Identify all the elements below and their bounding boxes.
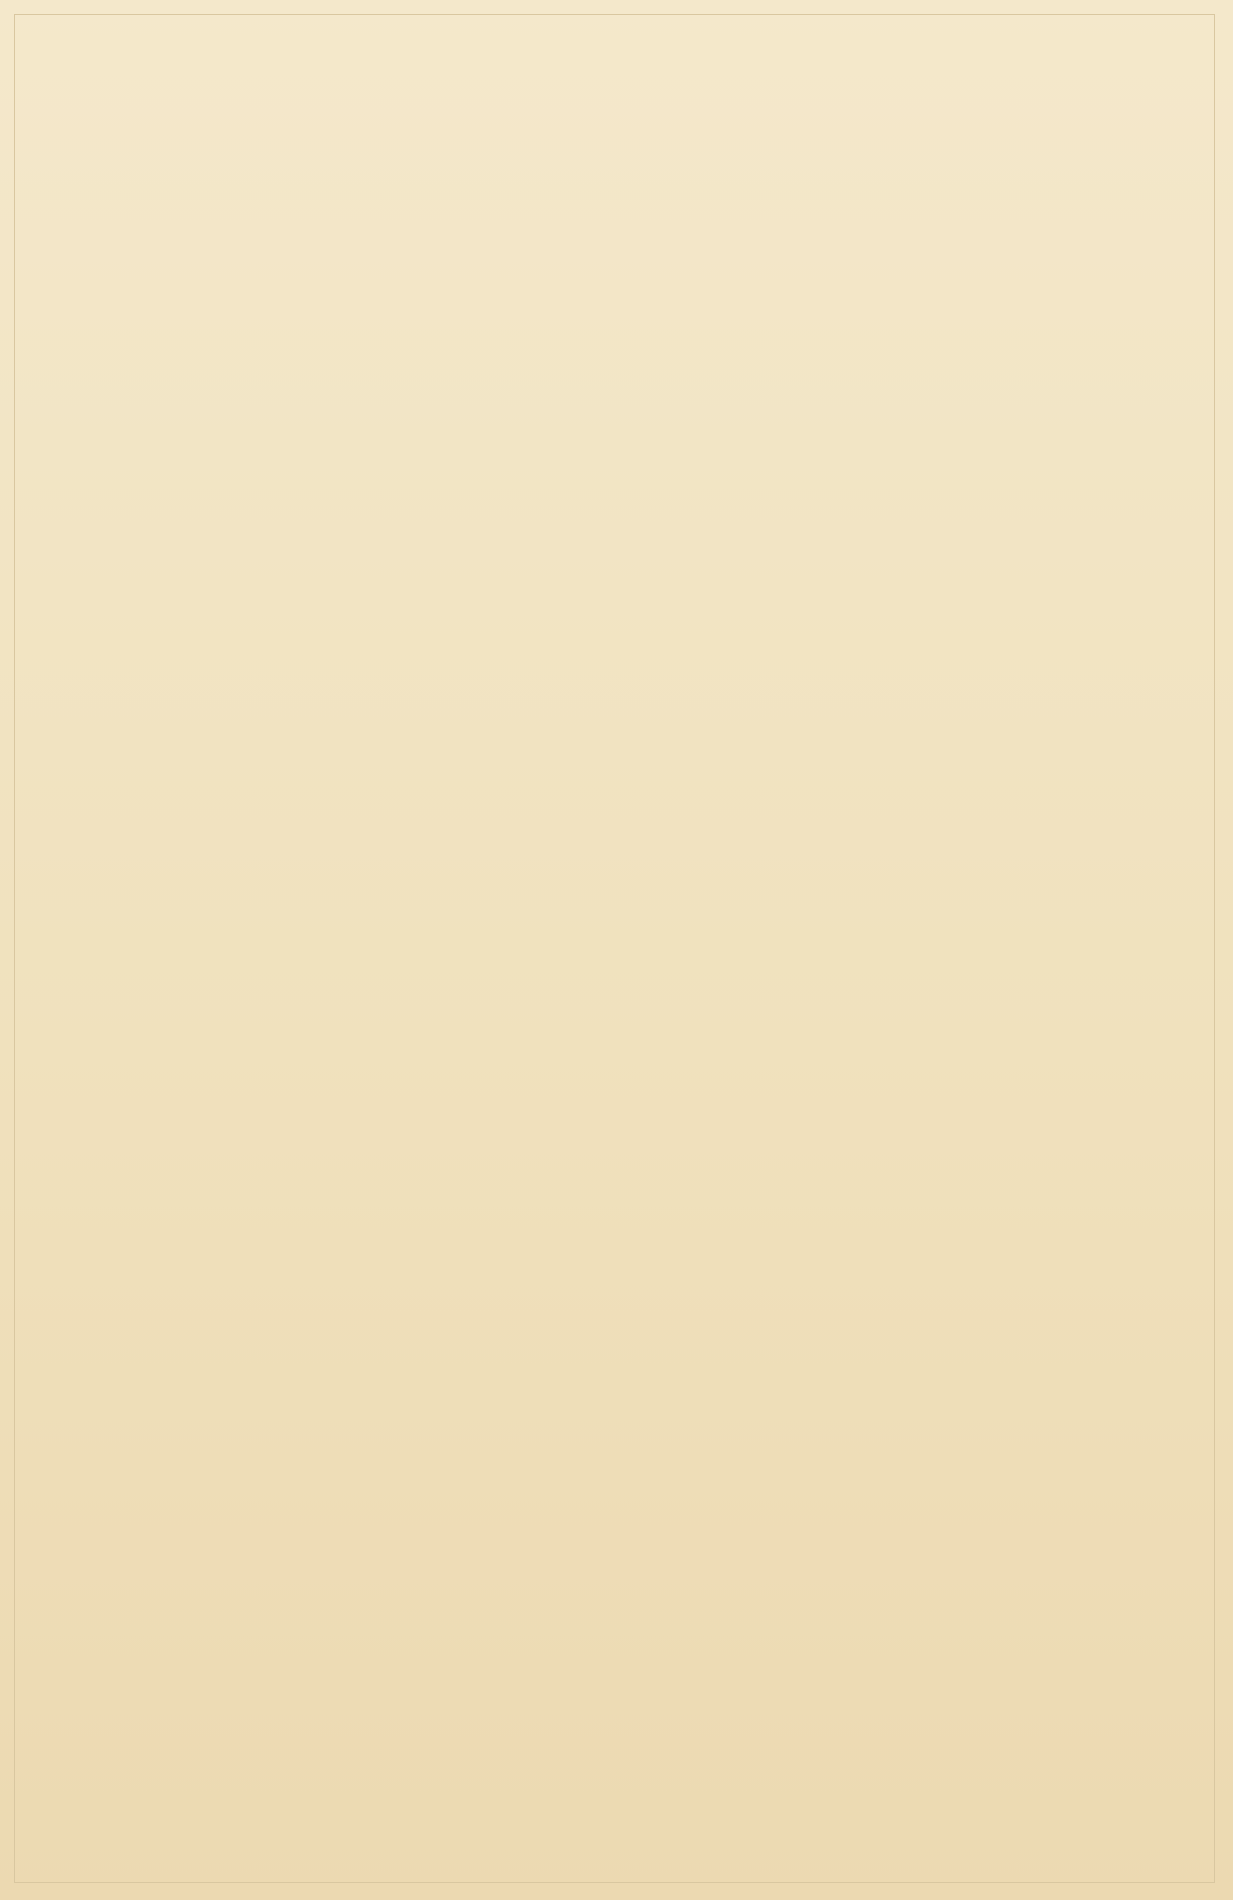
library-watermark [520, 1680, 1120, 1800]
page-border [14, 14, 1215, 1883]
